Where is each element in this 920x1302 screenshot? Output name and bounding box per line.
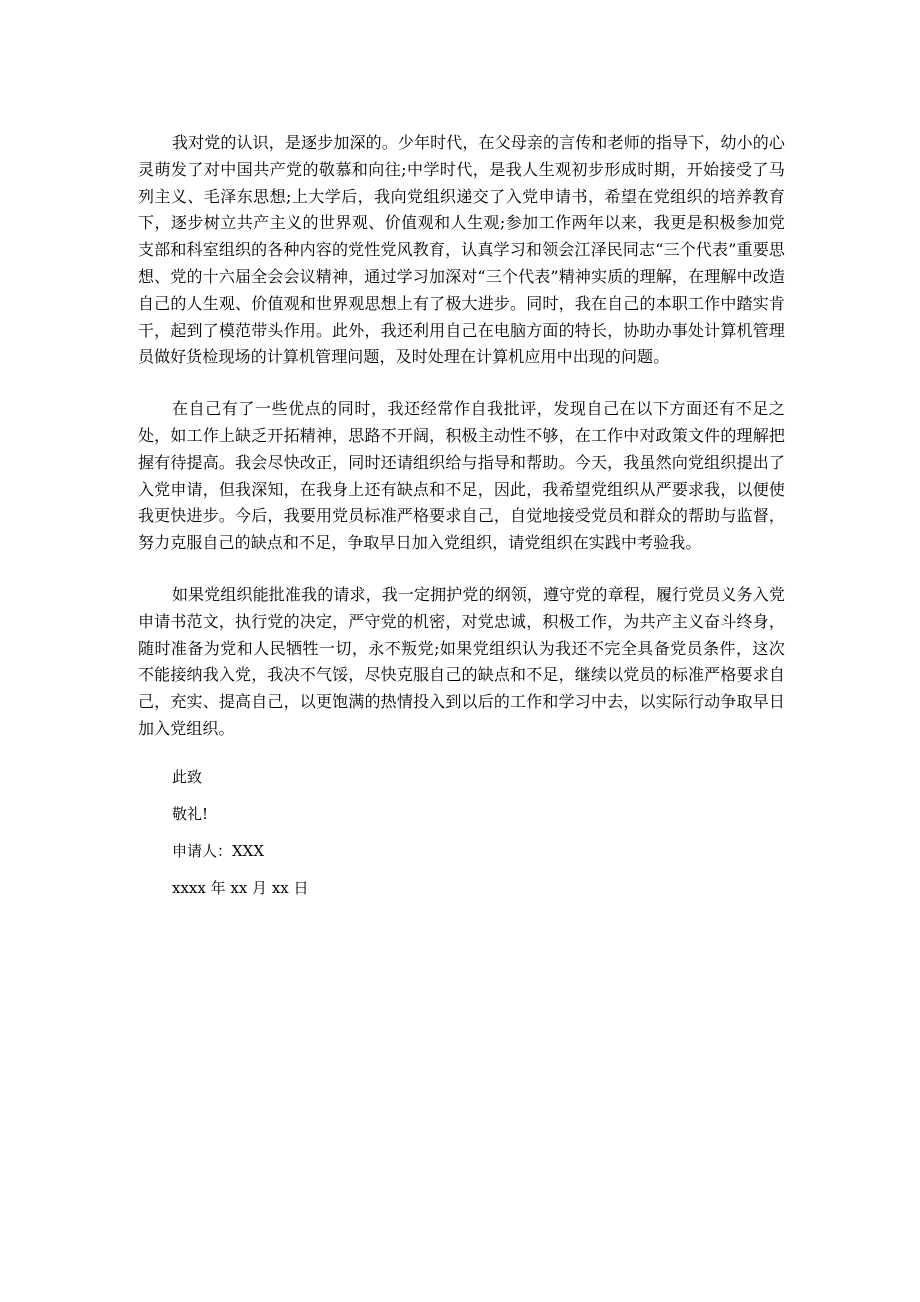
salutation: 此致 [172,767,203,786]
paragraph-3: 如果党组织能批准我的请求，我一定拥护党的纲领，遵守党的章程，履行党员义务入党申请书范文，执行党的决定，严守党的机密，对党忠诚，积极工作，为共产主义奋斗终身，随时准备为党和人民牺牲一切，永不叛党;如果党组织认为我还不完全具备党员条件，这次不能接纳我入党，我决不气馁，尽快克服自己的缺点和不足，继续以党员的标准严格要求自己，充实、提高自己，以更饱满的热情投入到以后的工作和学习中去，以实际行动争取早日加入党组织。 [138,584,785,738]
letter-body [138,130,785,898]
applicant-line: 申请人：XXX [172,841,265,860]
paragraph-1: 我对党的认识，是逐步加深的。少年时代，在父母亲的言传和老师的指导下，幼小的心灵萌发了对中国共产党的敬慕和向往;中学时代，是我人生观初步形成时期，开始接受了马列主义、毛泽东思想;上大学后，我向党组织递交了入党申请书，希望在党组织的培养教育下，逐步树立共产主义的世界观、价值观和人生观;参加工作两年以来，我更是积极参加党支部和科室组织的各种内容的党性党风教育，认真学习和领会江泽民同志“三个代表”重要思想、党的十六届全会会议精神，通过学习加深对“三个代表”精神实质的理解，在理解中改造自己的人生观、价值观和世界观思想上有了极大进步。同时，我在自己的本职工作中踏实肯干，起到了模范带头作用。此外，我还利用自己在电脑方面的特长，协助办事处计算机管理员做好货检现场的计算机管理问题，及时处理在计算机应用中出现的问题。 [138,133,785,367]
paragraph-2: 在自己有了一些优点的同时，我还经常作自我批评，发现自己在以下方面还有不足之处，如工作上缺乏开拓精神，思路不开阔，积极主动性不够，在工作中对政策文件的理解把握有待提高。我会尽快改正，同时还请组织给与指导和帮助。今天，我虽然向党组织提出了入党申请，但我深知，在我身上还有缺点和不足，因此，我希望党组织从严要求我，以便使我更快进步。今后，我要用党员标准严格要求自己，自觉地接受党员和群众的帮助与监督，努力克服自己的缺点和不足，争取早日加入党组织，请党组织在实践中考验我。 [138,399,785,553]
respect-closing: 敬礼! [172,804,209,823]
date-line: xxxx 年 xx 月 xx 日 [172,878,309,897]
